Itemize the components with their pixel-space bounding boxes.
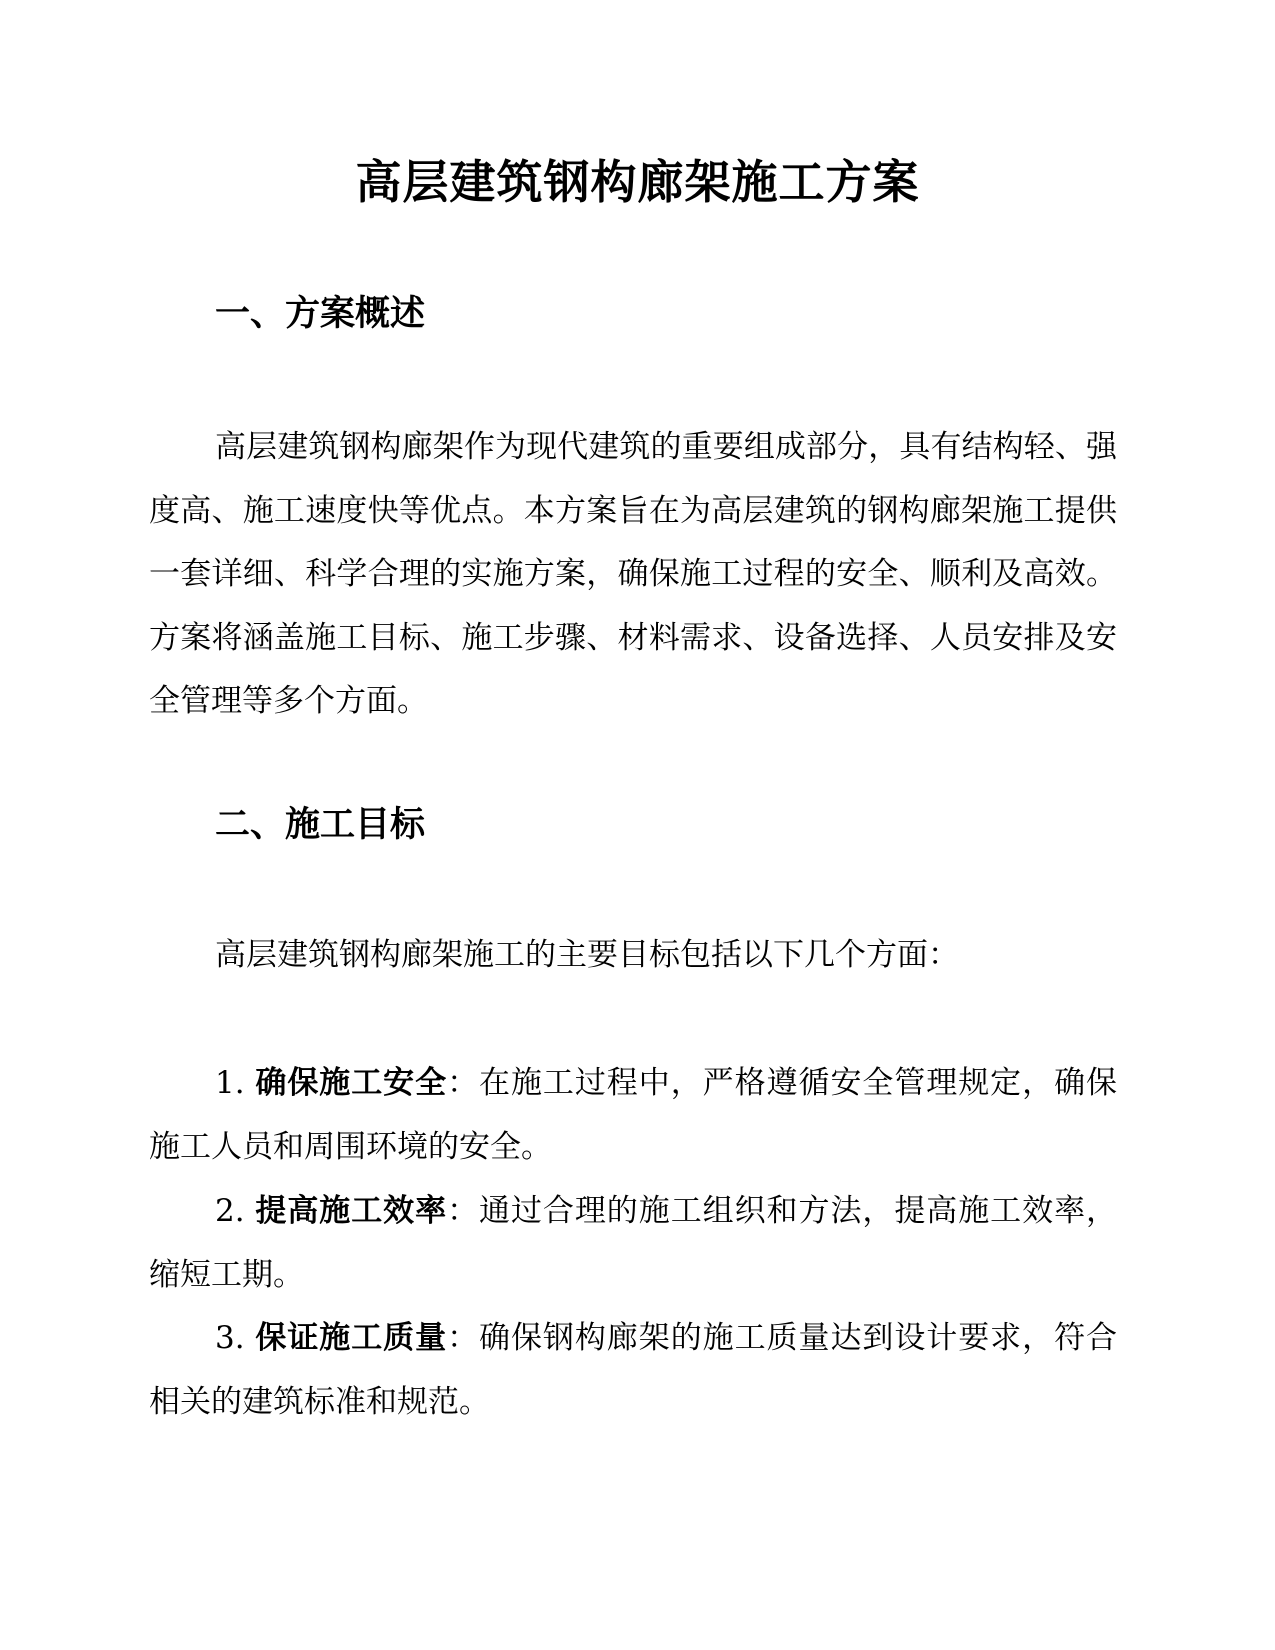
goal-text: ：确保钢构廊架的施工质量达到设计要求，符合相关的建筑标准和规范。 [149,1320,1118,1420]
goal-number: 1. [215,1065,256,1101]
goal-title: 确保施工安全 [255,1065,448,1101]
goal-text: ：通过合理的施工组织和方法，提高施工效率，缩短工期。 [149,1193,1118,1293]
goal-item [149,1307,1117,1434]
goal-title: 提高施工效率 [255,1193,448,1229]
goal-number: 2. [215,1193,256,1229]
goal-title: 保证施工质量 [255,1320,448,1356]
document-title: 高层建筑钢构廊架施工方案 [355,155,920,209]
goals-intro-paragraph: 高层建筑钢构廊架施工的主要目标包括以下几个方面： [215,937,959,973]
overview-paragraph: 高层建筑钢构廊架作为现代建筑的重要组成部分，具有结构轻、强度高、施工速度快等优点。本方案旨在为高层建筑的钢构廊架施工提供一套详细、科学合理的实施方案，确保施工过程的安全、顺利及高效。方案将涵盖施工目标、施工步骤、材料需求、设备选择、人员安排及安全管理等多个方面。 [149,429,1117,719]
goal-number: 3. [215,1320,256,1356]
goal-item [149,1180,1117,1307]
goal-item [149,1052,1117,1179]
section-heading-goals: 二、施工目标 [215,805,426,845]
goal-text: ：在施工过程中，严格遵循安全管理规定，确保施工人员和周围环境的安全。 [149,1065,1118,1165]
section-heading-overview: 一、方案概述 [215,294,426,334]
